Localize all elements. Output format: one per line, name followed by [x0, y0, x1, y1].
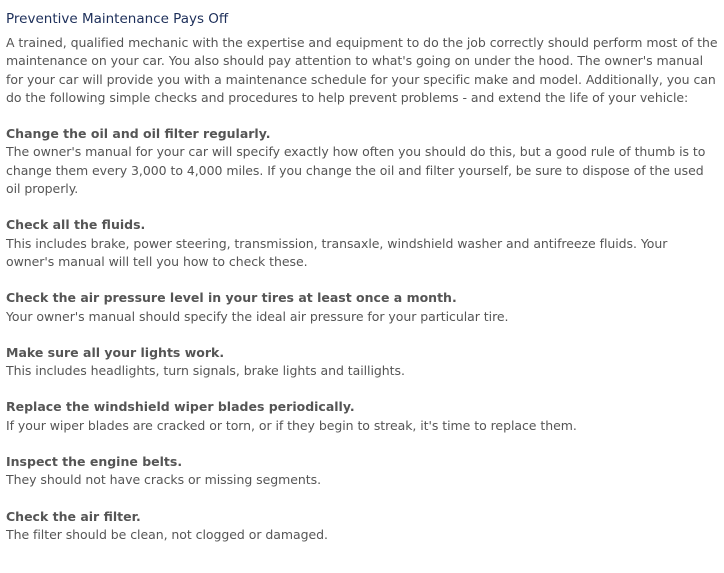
article-title: Preventive Maintenance Pays Off — [6, 11, 229, 27]
tip-tire-pressure — [6, 289, 718, 326]
tip-body: This includes brake, power steering, transmission, transaxle, windshield washer and antifreeze fluids. Your owner's manual will tell you how to check these. — [6, 235, 668, 269]
tip-body: They should not have cracks or missing segments. — [6, 472, 322, 488]
tip-oil-filter — [6, 125, 718, 198]
tip-engine-belts — [6, 453, 718, 490]
tip-heading: Check all the fluids. — [6, 217, 146, 233]
tip-fluids — [6, 216, 718, 271]
tip-heading: Change the oil and oil filter regularly. — [6, 126, 271, 142]
tip-air-filter — [6, 508, 718, 545]
tip-body: The owner's manual for your car will specify exactly how often you should do this, but a good rule of thumb is to change them every 3,000 to 4,000 miles. If you change the oil and filter yourself, be sure to dispose of the used oil properly. — [6, 144, 706, 197]
tip-lights — [6, 344, 718, 381]
tip-body: The filter should be clean, not clogged or damaged. — [6, 526, 328, 542]
tip-body: If your wiper blades are cracked or torn, or if they begin to streak, it's time to replace them. — [6, 417, 577, 433]
tip-heading: Replace the windshield wiper blades periodically. — [6, 399, 355, 415]
tip-heading: Check the air filter. — [6, 508, 141, 524]
article-intro: A trained, qualified mechanic with the expertise and equipment to do the job correctly should perform most of the maintenance on your car. You also should pay attention to what's going on under the hood. The owner's manual for your car will provide you with a maintenance schedule for your specific make and model. Additionally, you can do the following simple checks and procedures to help prevent problems - and extend the life of your vehicle: — [6, 35, 718, 105]
tip-wiper-blades — [6, 398, 718, 435]
tip-heading: Inspect the engine belts. — [6, 454, 183, 470]
tip-body: This includes headlights, turn signals, brake lights and taillights. — [6, 363, 405, 379]
tip-heading: Make sure all your lights work. — [6, 344, 225, 360]
tip-body: Your owner's manual should specify the ideal air pressure for your particular tire. — [6, 308, 509, 324]
tip-heading: Check the air pressure level in your tires at least once a month. — [6, 290, 457, 306]
